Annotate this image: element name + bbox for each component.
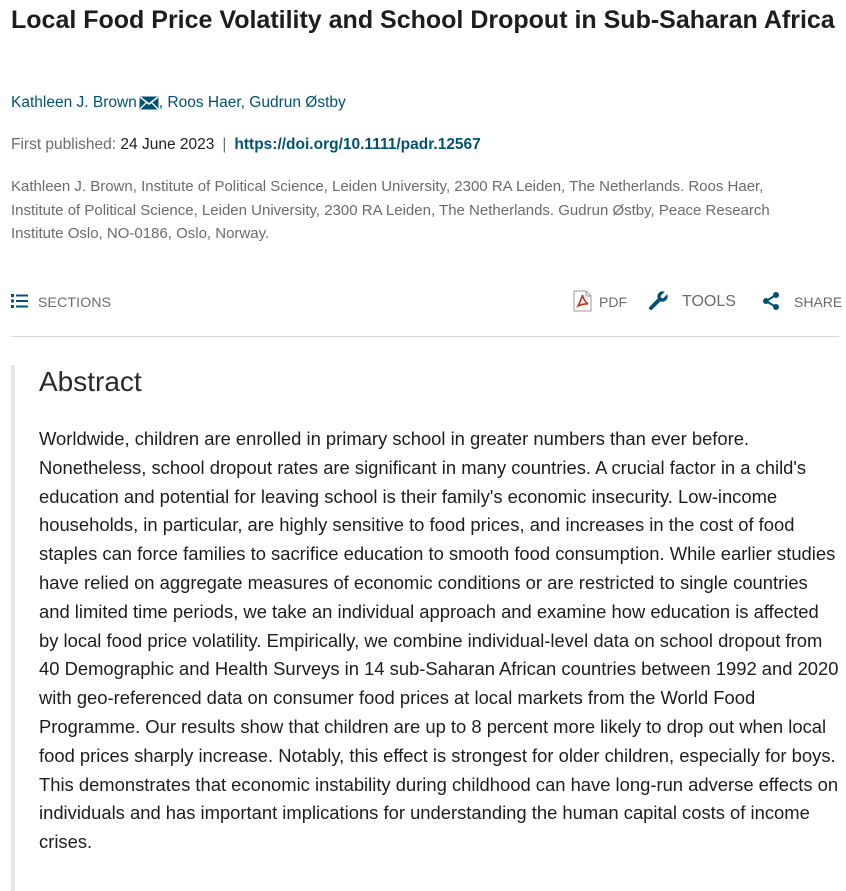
author-link-brown[interactable]: Kathleen J. Brown: [11, 94, 137, 111]
publication-info: [11, 135, 481, 155]
pdf-button[interactable]: [573, 288, 627, 316]
pdf-label: PDF: [599, 294, 627, 310]
published-date: 24 June 2023: [120, 136, 215, 153]
tools-label: TOOLS: [682, 293, 736, 310]
sections-button[interactable]: [11, 288, 111, 316]
tools-button[interactable]: [648, 288, 736, 316]
share-label: SHARE: [794, 294, 843, 310]
pub-separator: |: [222, 136, 227, 153]
published-label: First published:: [11, 136, 117, 153]
doi-link[interactable]: https://doi.org/10.1111/padr.12567: [234, 136, 481, 153]
list-icon: [11, 294, 38, 311]
article-title: Local Food Price Volatility and School Dropout in Sub-Saharan Africa: [11, 6, 835, 34]
author-separator: ,: [240, 94, 250, 111]
article-toolbar: [0, 288, 846, 316]
share-button[interactable]: [762, 288, 842, 316]
share-icon: [762, 291, 794, 314]
sections-label: SECTIONS: [38, 294, 112, 310]
author-separator: ,: [158, 94, 168, 111]
envelope-icon[interactable]: [139, 96, 159, 116]
abstract-heading: Abstract: [39, 366, 142, 397]
author-link-ostby[interactable]: Gudrun Østby: [249, 94, 346, 111]
author-list: [11, 93, 346, 116]
author-link-haer[interactable]: Roos Haer: [167, 94, 241, 111]
pdf-file-icon: [573, 290, 599, 315]
author-affiliations: Kathleen J. Brown, Institute of Political Science, Leiden University, 2300 RA Leiden, The Netherlands. Roos Haer, Institute of Political Science, Leiden University, 2300 RA Leiden, The Netherlands. Gudrun Østby, Peace Research Institute Oslo, NO-0186, Oslo, Norway.: [11, 178, 770, 242]
abstract-text: Worldwide, children are enrolled in primary school in greater numbers than ever before. Nonetheless, school dropout rates are significant in many countries. A crucial factor in a child's education and potential for leaving school is their family's economic insecurity. Low-income households, in particular, are highly sensitive to food prices, and increases in the cost of food staples can force families to sacrifice education to smooth food consumption. While earlier studies have relied on aggregate measures of economic conditions or are restricted to single countries and limited time periods, we take an individual approach and examine how education is affected by local food price volatility. Empirically, we combine individual-level data on school dropout from 40 Demographic and Health Surveys in 14 sub-Saharan African countries between 1992 and 2020 with geo-referenced data on consumer food prices at local markets from the World Food Programme. Our results show that children are up to 8 percent more likely to drop out when local food prices sharply increase. Notably, this effect is strongest for older children, especially for boys. This demonstrates that economic instability during childhood can have long-run adverse effects on individuals and has important implications for understanding the human capital costs of income crises.: [39, 428, 839, 853]
wrench-icon: [648, 289, 682, 316]
toolbar-divider: [11, 336, 839, 337]
abstract-accent-bar: [11, 365, 15, 891]
